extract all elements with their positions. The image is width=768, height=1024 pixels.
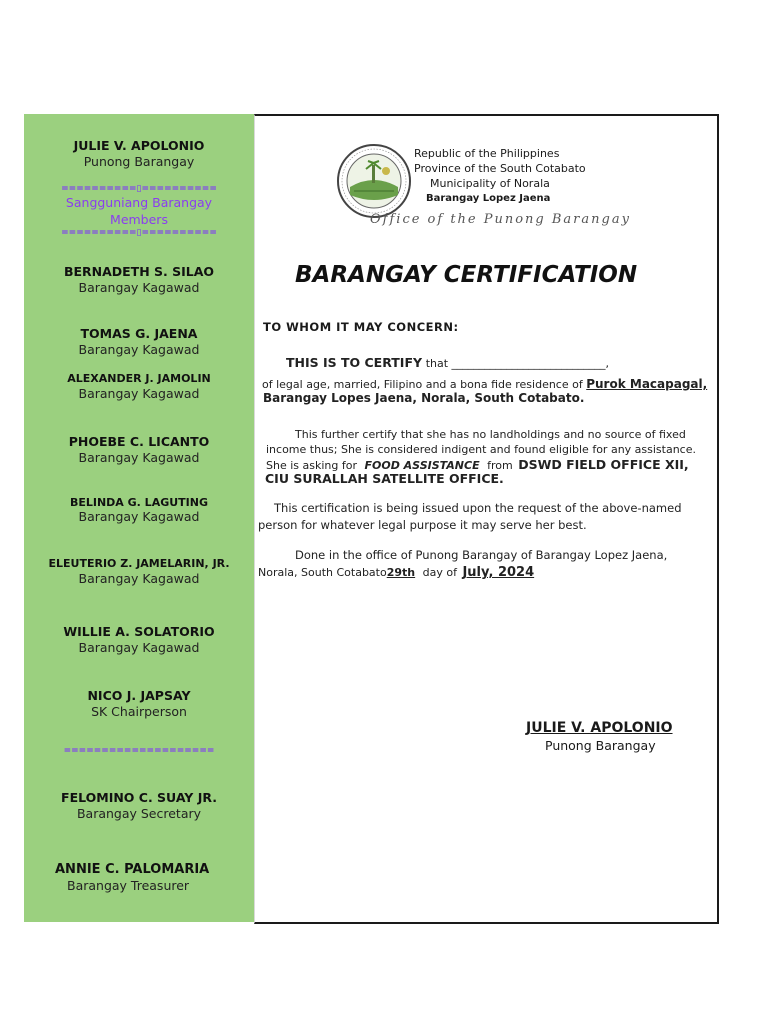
captain-name: JULIE V. APOLONIO <box>73 138 205 153</box>
member-block <box>24 264 254 295</box>
from-text: from <box>487 459 513 472</box>
para3-line1: This certification is being issued upon the request of the above-named <box>274 501 682 515</box>
member-block <box>24 496 254 524</box>
member-role: Barangay Kagawad <box>78 342 200 357</box>
letterhead <box>414 146 586 206</box>
member-role: Barangay Kagawad <box>78 450 200 465</box>
residence-line <box>262 377 707 392</box>
residence-text: of legal age, married, Filipino and a bona fide residence of <box>262 378 583 391</box>
salutation: TO WHOM IT MAY CONCERN: <box>263 320 459 334</box>
captain-block <box>24 138 254 169</box>
purok: Purok Macapagal, <box>586 377 708 391</box>
agency-line2: CIU SURALLAH SATELLITE OFFICE. <box>265 471 504 486</box>
member-role: Barangay Kagawad <box>78 571 200 586</box>
day-of-text: day of <box>422 566 457 579</box>
council-label-2: Members <box>110 212 168 227</box>
signatory-role: Punong Barangay <box>545 738 656 753</box>
certify-lead: THIS IS TO CERTIFY <box>286 355 423 370</box>
month-year: July, 2024 <box>462 565 535 580</box>
letterhead-barangay: Barangay Lopez Jaena <box>426 193 551 204</box>
member-name: BERNADETH S. SILAO <box>63 264 215 279</box>
document-title: BARANGAY CERTIFICATION <box>295 262 638 288</box>
member-block <box>24 688 254 719</box>
barangay-seal-icon <box>336 143 412 219</box>
council-heading <box>24 184 254 238</box>
member-role: Barangay Kagawad <box>78 280 200 295</box>
member-role: SK Chairperson <box>91 704 187 719</box>
member-name: ALEXANDER J. JAMOLIN <box>67 372 211 385</box>
assistance-type: FOOD ASSISTANCE <box>364 459 480 472</box>
member-block <box>24 557 254 586</box>
office-subtitle: Office of the Punong Barangay <box>370 212 631 227</box>
letterhead-line: Province of the South Cotabato <box>414 162 586 175</box>
separator-block <box>24 746 254 756</box>
para2-line2: income thus; She is considered indigent and found eligible for any assistance. <box>266 443 696 456</box>
certify-line <box>286 355 609 371</box>
member-role: Barangay Kagawad <box>78 640 200 655</box>
certify-blank: that ____________________________, <box>425 357 610 370</box>
done-line2 <box>258 565 534 580</box>
member-name: TOMAS G. JAENA <box>80 326 198 341</box>
member-block <box>24 434 254 465</box>
council-label: Sangguniang Barangay <box>65 195 213 210</box>
day-value: 29th <box>386 566 416 579</box>
para3-line2: person for whatever legal purpose it may serve her best. <box>258 518 587 532</box>
treasurer-role: Barangay Treasurer <box>67 878 190 893</box>
separator: ==========▯========== <box>61 184 217 194</box>
captain-role: Punong Barangay <box>83 154 195 169</box>
para2-line1: This further certify that she has no landholdings and no source of fixed <box>295 428 686 441</box>
treasurer-block <box>24 862 254 893</box>
member-block <box>24 326 254 357</box>
agency-line1: DSWD FIELD OFFICE XII, <box>518 457 689 472</box>
done-line1: Done in the office of Punong Barangay of Barangay Lopez Jaena, <box>295 548 668 562</box>
secretary-name: FELOMINO C. SUAY JR. <box>61 790 217 805</box>
member-block <box>24 372 254 401</box>
member-block <box>24 624 254 655</box>
address: Barangay Lopes Jaena, Norala, South Cotabato. <box>263 391 585 405</box>
letterhead-line: Republic of the Philippines <box>414 147 560 160</box>
member-name: NICO J. JAPSAY <box>87 688 191 703</box>
separator: ==================== <box>63 746 215 756</box>
asking-text: She is asking for <box>266 459 357 472</box>
member-role: Barangay Kagawad <box>78 509 200 524</box>
treasurer-name: ANNIE C. PALOMARIA <box>55 862 210 877</box>
secretary-role: Barangay Secretary <box>76 806 202 821</box>
member-name: WILLIE A. SOLATORIO <box>63 624 215 639</box>
officials-sidebar <box>24 114 254 922</box>
letterhead-line: Municipality of Norala <box>430 177 550 190</box>
secretary-block <box>24 790 254 821</box>
member-name: BELINDA G. LAGUTING <box>69 496 209 509</box>
member-role: Barangay Kagawad <box>78 386 200 401</box>
separator: ==========▯========== <box>61 228 217 238</box>
member-name: PHOEBE C. LICANTO <box>68 434 210 449</box>
signatory-name: JULIE V. APOLONIO <box>526 720 673 736</box>
done-location: Norala, South Cotabato <box>258 566 387 579</box>
member-name: ELEUTERIO Z. JAMELARIN, JR. <box>48 557 230 570</box>
